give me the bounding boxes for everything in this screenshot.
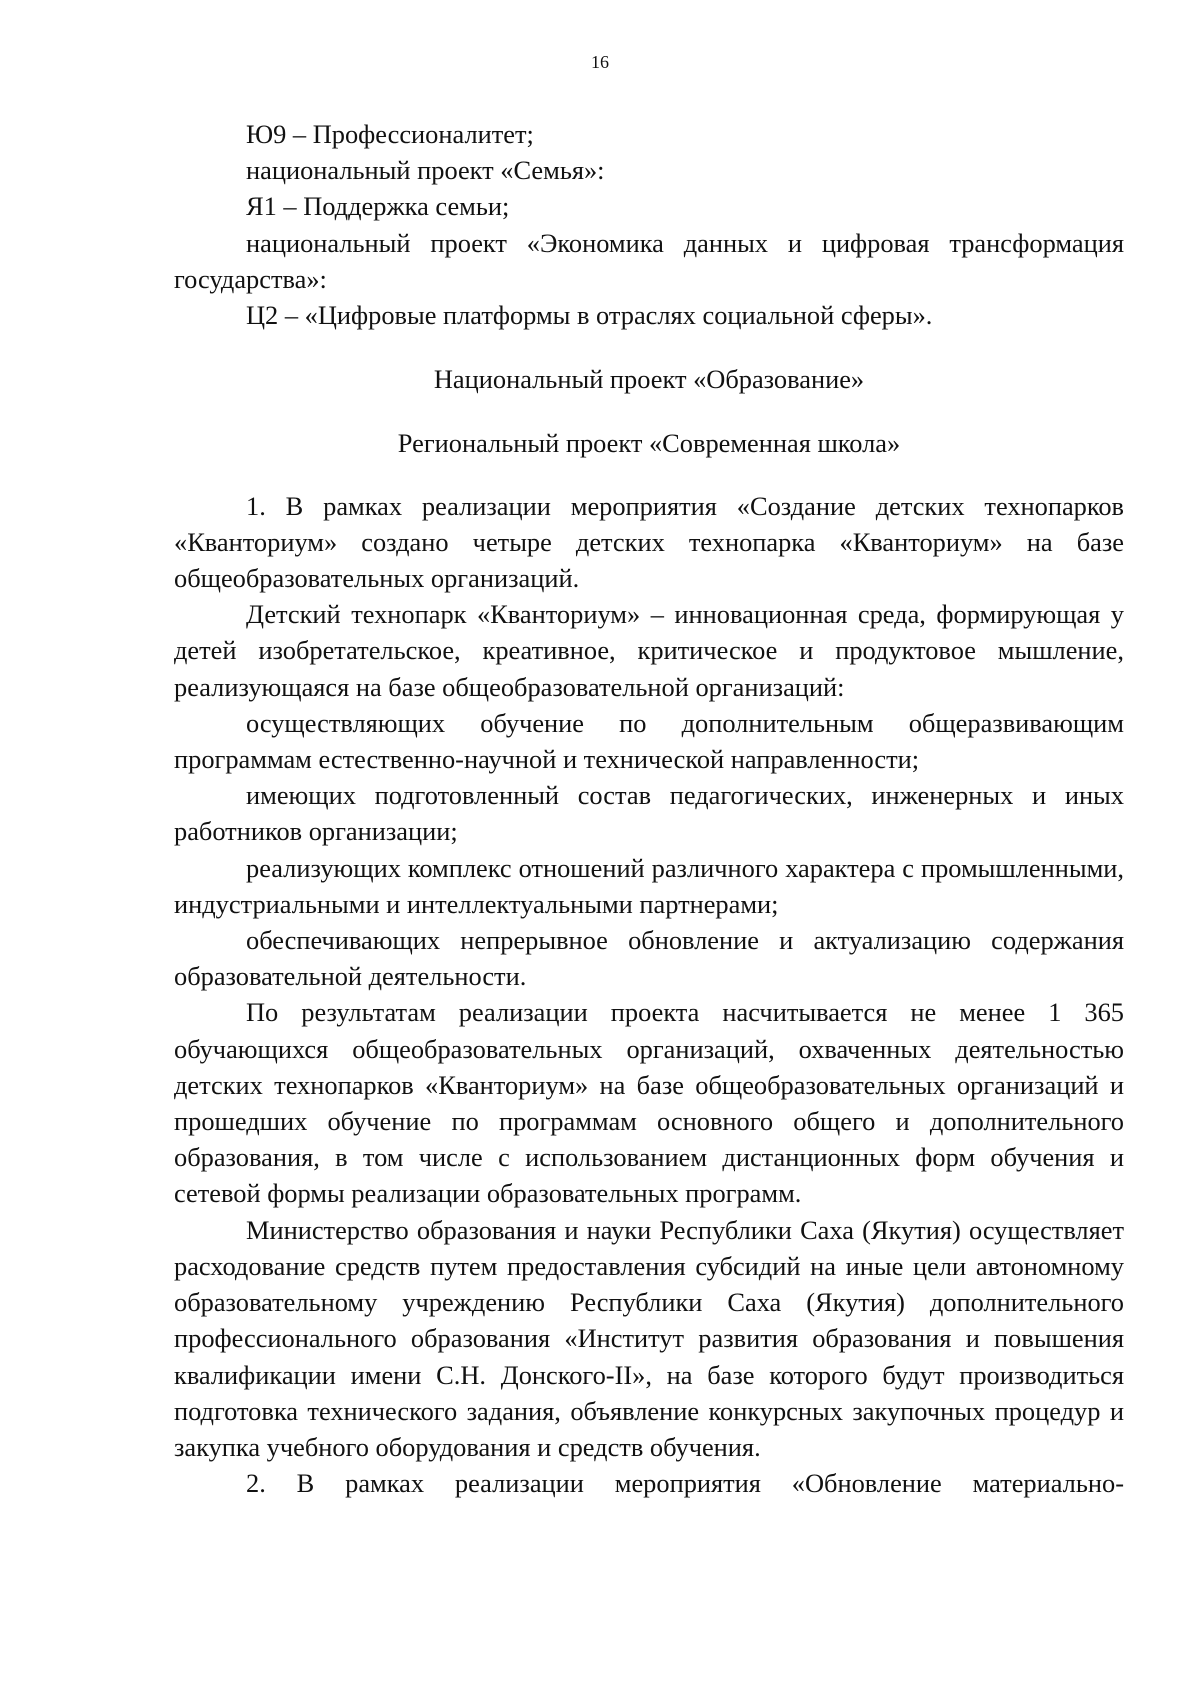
paragraph: обеспечивающих непрерывное обновление и актуализацию содержания образовательной деятельности. <box>174 925 1124 992</box>
section-heading: Национальный проект «Образование» <box>433 364 865 395</box>
paragraph: 1. В рамках реализации мероприятия «Создание детских технопарков «Кванториум» создано четыре детских технопарка «Кванториум» на базе общеобразовательных организаций. <box>174 490 1124 594</box>
paragraph: 2. В рамках реализации мероприятия «Обновление материально- <box>246 1468 1124 1499</box>
paragraph: национальный проект «Экономика данных и цифровая трансформация государства»: <box>174 227 1124 294</box>
paragraph: реализующих комплекс отношений различного характера с промышленными, индустриальными и интеллектуальными партнерами; <box>174 852 1124 919</box>
paragraph: осуществляющих обучение по дополнительным общеразвивающим программам естественно-научной и технической направленности; <box>174 707 1124 775</box>
paragraph: Ц2 – «Цифровые платформы в отраслях социальной сферы». <box>246 300 933 331</box>
paragraph: Ю9 – Профессионалитет; <box>246 119 534 149</box>
paragraph: Министерство образования и науки Республики Саха (Якутия) осуществляет расходование средств путем предоставления субсидий на иные цели автономному образовательному учреждению Республики Саха (Якутия) дополнительного профессионального образования «Институт развития образования и повышения квалификации имени С.Н. Донского-II», на базе которого будут производиться подготовка технического задания, объявление конкурсных закупочных процедур и закупка учебного оборудования и средств обучения. <box>174 1214 1124 1462</box>
subsection-heading: Региональный проект «Современная школа» <box>397 428 901 459</box>
paragraph: национальный проект «Семья»: <box>246 155 605 186</box>
paragraph: Детский технопарк «Кванториум» – инновационная среда, формирующая у детей изобретательское, креативное, критическое и продуктовое мышление, реализующаяся на базе общеобразовательной организаций: <box>174 599 1124 702</box>
page-number: 16 <box>591 52 609 72</box>
paragraph: имеющих подготовленный состав педагогических, инженерных и иных работников организации; <box>174 780 1124 847</box>
paragraph: Я1 – Поддержка семьи; <box>246 191 510 222</box>
document-body <box>174 116 1124 1501</box>
paragraph: По результатам реализации проекта насчитывается не менее 1 365 обучающихся общеобразовательных организаций, охваченных деятельностью детских технопарков «Кванториум» на базе общеобразовательных организаций и прошедших обучение по программам основного общего и дополнительного образования, в том числе с использованием дистанционных форм обучения и сетевой формы реализации образовательных программ. <box>174 997 1124 1209</box>
